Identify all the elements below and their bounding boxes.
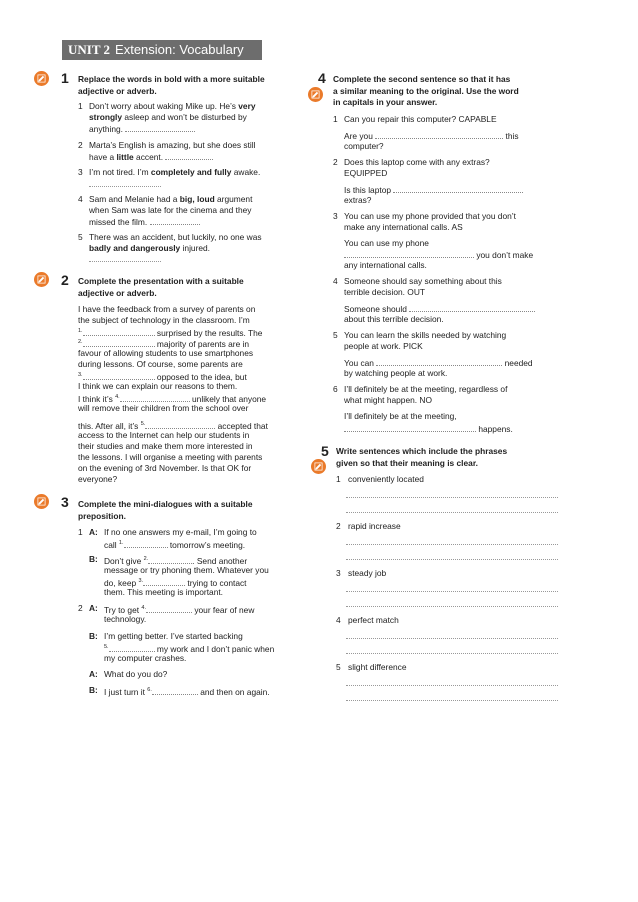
answer-gap[interactable] [120,393,190,402]
item-answer-line: Someone should [344,303,535,316]
answer-gap[interactable] [83,371,155,380]
presentation-line: the subject of technology in the classroom. I’m [78,315,250,325]
presentation-line: I have the feedback from a survey of parents on [78,304,256,314]
exercise-4-number: 4 [318,70,326,86]
phrase-prompt: perfect match [348,615,399,625]
answer-line[interactable] [89,186,161,187]
ex1-item4-line: when Sam was late for the cinema and they [89,205,252,215]
item-number: 4 [78,194,83,204]
ex1-item4-line: Sam and Melanie had a big, loud argument [89,194,253,204]
speaker-label: B: [89,631,98,641]
answer-gap[interactable] [83,327,155,336]
dialogue-line: What do you do? [104,669,168,679]
ex1-item1-line: strongly asleep and won’t be disturbed by [89,112,247,122]
presentation-line: access to the Internet can help our students in [78,430,250,440]
item-answer-line: any international calls. [344,260,427,270]
item-question: people at work. PICK [344,341,423,351]
pencil-edit-icon [308,87,323,102]
dialogue-number: 2 [78,603,83,613]
presentation-line: favour of allowing students to use smartphones [78,348,254,358]
answer-gap[interactable] [83,338,155,347]
item-answer-line: about this terrible decision. [344,314,444,324]
dialogue-line: my computer crashes. [104,653,187,663]
pencil-edit-icon [34,494,49,509]
dialogue-number: 1 [78,527,83,537]
item-question: terrible decision. OUT [344,287,425,297]
item-answer-line: Is this laptop [344,184,523,197]
dialogue-line: I just turn it $^{6.}$ and then on again. [104,686,270,697]
speaker-label: A: [89,527,98,537]
answer-gap[interactable] [148,555,192,564]
item-number: 5 [78,232,83,242]
answer-line[interactable] [346,512,558,513]
item-number: 4 [336,615,341,625]
dialogue-line: If no one answers my e-mail, I’m going to [104,527,257,537]
item-answer-line: You can needed [344,358,533,368]
ex1-item1-line: Don’t worry about waking Mike up. He’s very [89,101,256,111]
item-answer-line: You can use my phone [344,238,429,248]
answer-line[interactable] [346,559,558,560]
dialogue-line: Try to get $^{4.}$ your fear of new [104,604,255,615]
unit-label: UNIT 2 [68,42,111,57]
answer-gap[interactable] [376,357,502,366]
dialogue-line: $^{5.}$ my work and I don’t panic when [104,643,275,654]
answer-gap[interactable] [344,423,476,432]
speaker-label: B: [89,554,98,564]
item-number: 1 [78,101,83,111]
answer-line[interactable] [346,685,558,686]
phrase-prompt: steady job [348,568,387,578]
item-answer-line: by watching people at work. [344,368,448,378]
presentation-line: $^{1.}$ surprised by the results. The [78,327,263,338]
speaker-label: B: [89,685,98,695]
answer-line[interactable] [346,653,558,654]
answer-line[interactable] [89,261,161,262]
item-question: I’ll definitely be at the meeting, regardless of [344,384,508,394]
answer-gap[interactable] [109,643,155,652]
exercise-5-number: 5 [321,443,329,459]
answer-line[interactable] [346,591,558,592]
unit-banner [62,40,262,60]
item-number: 1 [336,474,341,484]
answer-gap[interactable] [409,303,535,312]
ex1-item3-line: I’m not tired. I’m completely and fully awake. [89,167,261,177]
speaker-label: A: [89,669,98,679]
item-question: Can you repair this computer? CAPABLE [344,114,497,124]
item-answer-line: you don’t make [344,249,533,262]
exercise-4-instruction: Complete the second sentence so that it has a similar meaning to the original. Use the word in capitals in your answer. [333,74,519,107]
item-number: 2 [336,521,341,531]
answer-gap[interactable] [375,130,503,139]
item-number: 1 [333,114,338,124]
dialogue-line: Don’t give $^{2.}$ . Send another [104,555,248,566]
presentation-line: everyone? [78,474,118,484]
item-question: what might happen. NO [344,395,432,405]
answer-line[interactable] [346,544,558,545]
item-number: 3 [333,211,338,221]
item-number: 2 [78,140,83,150]
presentation-line: will remove their children from the school over [78,403,249,413]
dialogue-line: I’m getting better. I’ve started backing [104,631,243,641]
answer-gap[interactable] [145,420,215,429]
answer-gap[interactable] [344,249,474,258]
ex1-item1-line: anything. [89,123,195,136]
item-number: 3 [336,568,341,578]
exercise-2-instruction: Complete the presentation with a suitable adjective or adverb. [78,276,244,298]
presentation-line: the lessons. I will organise a meeting with parents [78,452,263,462]
answer-gap[interactable] [152,686,198,695]
answer-line[interactable] [346,606,558,607]
ex1-item2-line: have a little accent. [89,151,213,164]
pencil-edit-icon [34,71,49,86]
dialogue-line: call $^{1.}$ tomorrow’s meeting. [104,539,246,550]
phrase-prompt: conveniently located [348,474,424,484]
item-number: 6 [333,384,338,394]
phrase-prompt: rapid increase [348,521,401,531]
exercise-3-instruction: Complete the mini-dialogues with a suitable preposition. [78,499,253,521]
ex1-item5-line: badly and dangerously injured. [89,243,211,253]
phrase-prompt: slight difference [348,662,407,672]
item-question: You can learn the skills needed by watching [344,330,507,340]
item-answer-line: computer? [344,141,384,151]
item-number: 5 [333,330,338,340]
presentation-line: I think it’s $^{4.}$ unlikely that anyone [78,393,267,404]
item-answer-line: I’ll definitely be at the meeting, [344,411,457,421]
item-question: Someone should say something about this [344,276,502,286]
item-number: 5 [336,662,341,672]
presentation-line: their studies and make them more interested in [78,441,253,451]
exercise-2-number: 2 [61,272,69,288]
item-answer-line: extras? [344,195,372,205]
answer-line[interactable] [346,638,558,639]
dialogue-line: them. This meeting is important. [104,587,224,597]
dialogue-line: do, keep $^{3.}$ trying to contact [104,577,247,588]
answer-gap[interactable] [124,539,168,548]
presentation-line: during lessons. Of course, some parents are [78,359,243,369]
item-number: 3 [78,167,83,177]
item-question: Does this laptop come with any extras? [344,157,490,167]
item-number: 4 [333,276,338,286]
exercise-3-number: 3 [61,494,69,510]
exercise-1-number: 1 [61,70,69,86]
presentation-line: I think we can explain our reasons to them. [78,381,238,391]
presentation-line: $^{2.}$ majority of parents are in [78,338,250,349]
item-answer-line: happens. [344,423,513,436]
speaker-label: A: [89,603,98,613]
item-question: You can use my phone provided that you don’t [344,211,516,221]
dialogue-line: message or try phoning them. Whatever you [104,565,269,575]
answer-line[interactable] [346,497,558,498]
dialogue-line: technology. [104,614,147,624]
presentation-line: on the evening of 3rd November. Is that OK for [78,463,252,473]
exercise-1-instruction: Replace the words in bold with a more suitable adjective or adverb. [78,74,265,96]
answer-gap[interactable] [165,151,213,160]
item-question: EQUIPPED [344,168,388,178]
answer-gap[interactable] [143,577,185,586]
item-number: 2 [333,157,338,167]
answer-gap[interactable] [125,123,195,132]
item-question: make any international calls. AS [344,222,463,232]
answer-line[interactable] [346,700,558,701]
answer-gap[interactable] [393,184,523,193]
pencil-edit-icon [34,272,49,287]
ex1-item2-line: Marta’s English is amazing, but she does still [89,140,256,150]
exercise-5-instruction: Write sentences which include the phrases given so that their meaning is clear. [336,446,508,468]
ex1-item5-line: There was an accident, but luckily, no one was [89,232,262,242]
item-answer-line: Are you this [344,131,519,141]
answer-gap[interactable] [146,604,192,613]
presentation-line: this. After all, it’s $^{5.}$ accepted that [78,420,268,431]
pencil-edit-icon [311,459,326,474]
presentation-line: $^{3.}$ opposed to the idea, but [78,371,247,382]
ex1-item4-line: missed the film. [89,216,200,229]
answer-gap[interactable] [150,216,200,225]
unit-title: Extension: Vocabulary [115,42,244,57]
